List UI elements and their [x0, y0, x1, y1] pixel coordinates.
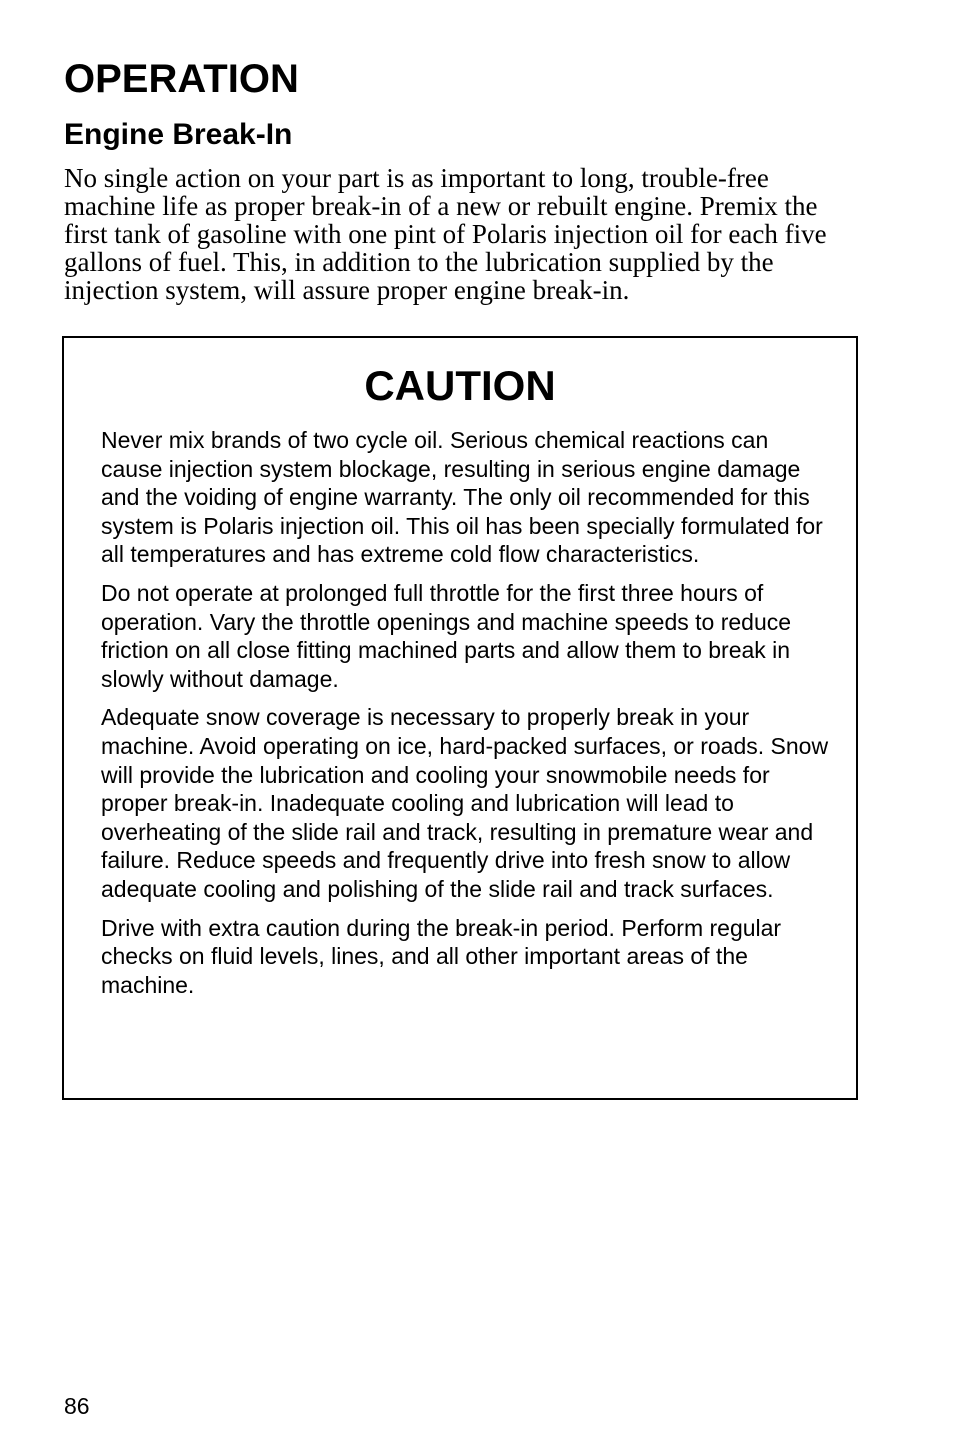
- subsection-title: Engine Break-In: [64, 118, 293, 151]
- page-number: 86: [64, 1393, 90, 1419]
- caution-box: [62, 336, 858, 1100]
- caution-paragraph: Never mix brands of two cycle oil. Serious chemical reactions can cause injection system blockage, resulting in serious engine damage and the voiding of engine warranty. The only oil recommended for this system is Polaris injection oil. This oil has been specially formulated for all temperatures and has extreme cold flow characteristics.: [101, 427, 823, 568]
- caution-paragraph: Do not operate at prolonged full throttle for the first three hours of operation. Vary the throttle openings and machine speeds to reduce friction on all close fitting machined parts and allow them to break in slowly without damage.: [101, 579, 792, 692]
- caution-body: [101, 426, 831, 1009]
- section-title: OPERATION: [64, 57, 299, 101]
- caution-paragraph: Adequate snow coverage is necessary to properly break in your machine. Avoid operating on ice, hard-packed surfaces, or roads. Snow will provide the lubrication and cooling your snowmobile needs for proper break-in. Inadequate cooling and lubrication will lead to overheating of the slide rail and track, resulting in premature wear and failure. Reduce speeds and frequently drive into fresh snow to allow adequate cooling and polishing of the slide rail and track surfaces.: [101, 704, 829, 902]
- caution-heading: CAUTION: [364, 362, 556, 409]
- intro-paragraph: No single action on your part is as important to long, trouble-free machine life as proper break-in of a new or rebuilt engine. Premix the first tank of gasoline with one pint of Polaris injection oil for each five gallons of fuel. This, in addition to the lubrication supplied by the injection system, will assure proper engine break-in.: [64, 163, 827, 305]
- caution-paragraph: Drive with extra caution during the break-in period. Perform regular checks on fluid levels, lines, and all other important areas of the machine.: [101, 914, 782, 998]
